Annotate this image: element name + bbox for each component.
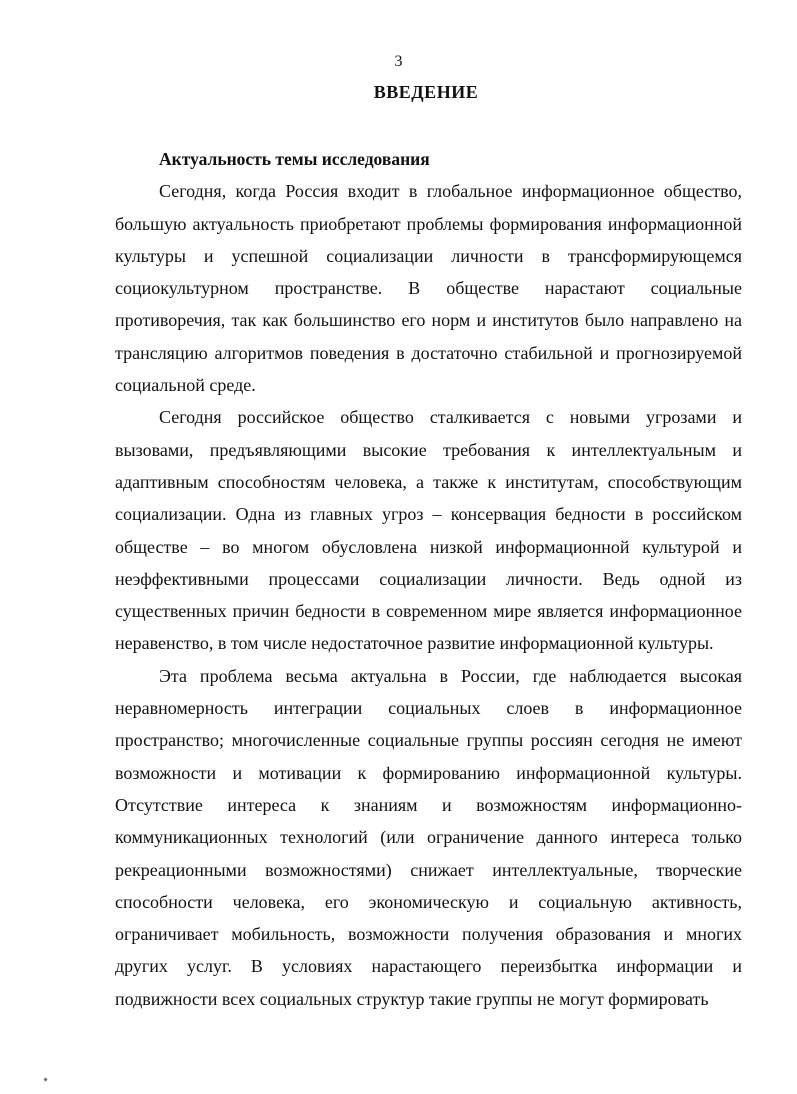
- scan-speck: [43, 1077, 47, 1081]
- document-body: [115, 143, 742, 1015]
- paragraph-3: Эта проблема весьма актуальна в России, где наблюдается высокая неравномерность интеграции социальных слоев в информационное пространство; многочисленные социальные группы россиян сегодня не имеют возможности и мотивации к формированию информационной культуры. Отсутствие интереса к знаниям и возможностям информационно-коммуникационных технологий (или ограничение данного интереса только рекреационными возможностями) снижает интеллектуальные, творческие способности человека, его экономическую и социальную активность, ограничивает мобильность, возможности получения образования и многих других услуг. В условиях нарастающего переизбытка информации и подвижности всех социальных структур такие группы не могут формировать: [115, 665, 742, 1009]
- page-title: ВВЕДЕНИЕ: [373, 82, 479, 102]
- page-number: 3: [394, 53, 403, 70]
- paragraph-2: Сегодня российское общество сталкивается с новыми угрозами и вызовами, предъявляющими высокие требования к интеллектуальным и адаптивным способностям человека, а также к институтам, способствующим социализации. Одна из главных угроз – консервация бедности в российском обществе – во многом обусловлена низкой информационной культурой и неэффективными процессами социализации личности. Ведь одной из существенных причин бедности в современном мире является информационное неравенство, в том числе недостаточное развитие информационной культуры.: [115, 407, 742, 654]
- section-heading: Актуальность темы исследования: [159, 149, 430, 169]
- paragraph-1: Сегодня, когда Россия входит в глобальное информационное общество, большую актуальность приобретают проблемы формирования информационной культуры и успешной социализации личности в трансформирующемся социокультурном пространстве. В обществе нарастают социальные противоречия, так как большинство его норм и институтов было направлено на трансляцию алгоритмов поведения в достаточно стабильной и прогнозируемой социальной среде.: [115, 181, 742, 396]
